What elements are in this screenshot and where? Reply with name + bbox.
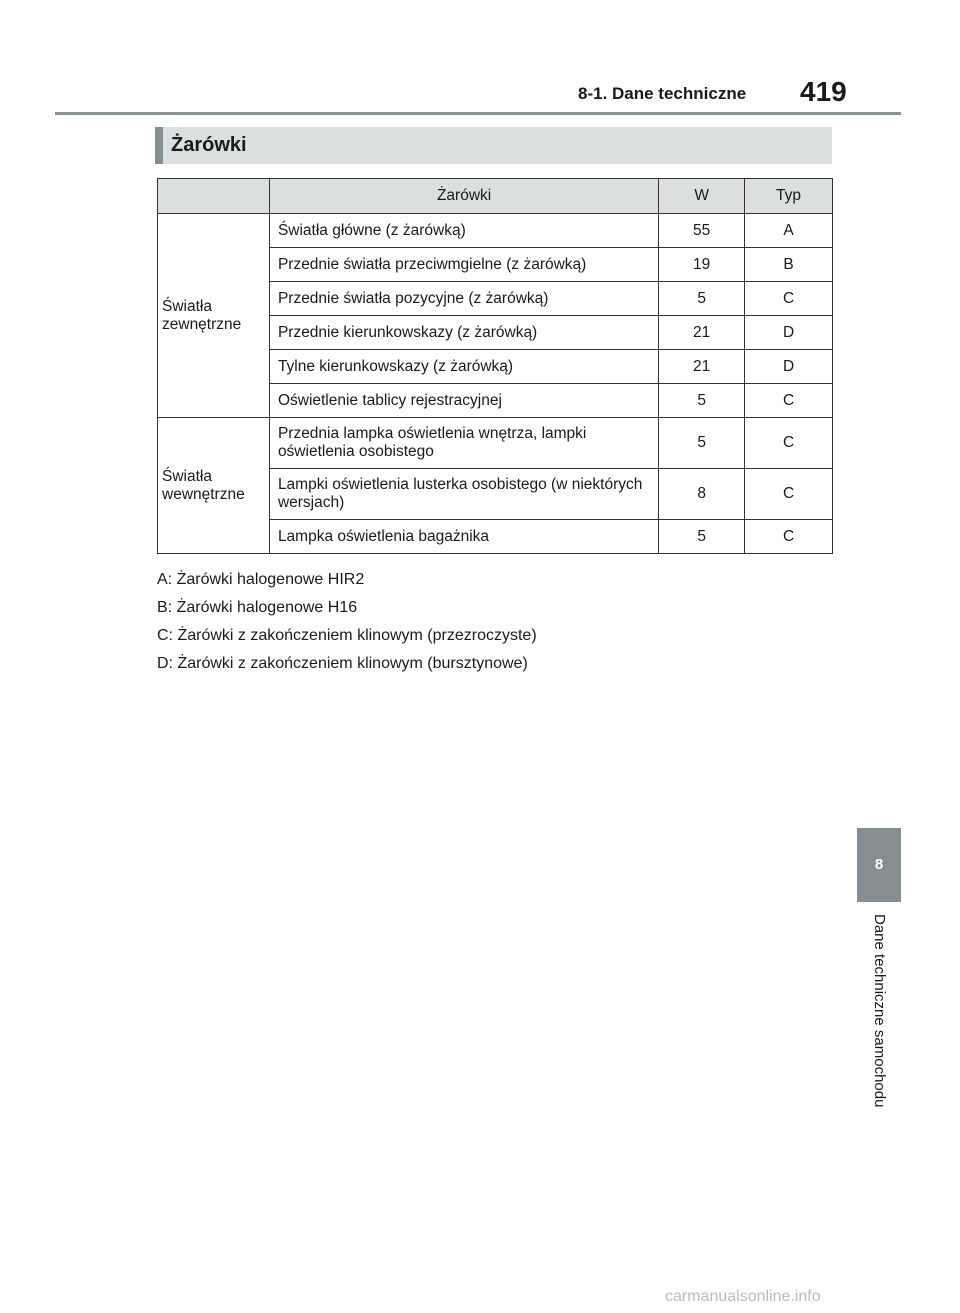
section-accent-stripe: [155, 127, 163, 164]
bulb-name-cell: Przednie światła przeciwmgielne (z żarówką): [269, 248, 658, 282]
table-row: [158, 214, 833, 248]
watt-cell: 5: [659, 282, 745, 316]
watt-cell: 19: [659, 248, 745, 282]
group-label-interior: Światła wewnętrzne: [158, 418, 270, 554]
legend-note: C: Żarówki z zakończeniem klinowym (przezroczyste): [157, 627, 537, 644]
chapter-tab: [857, 828, 901, 902]
header-divider: [55, 112, 901, 115]
chapter-title: 8-1. Dane techniczne: [578, 84, 747, 103]
watt-cell: 21: [659, 316, 745, 350]
bulb-name-cell: Lampka oświetlenia bagażnika: [269, 520, 658, 554]
legend-note: D: Żarówki z zakończeniem klinowym (bursztynowe): [157, 655, 528, 672]
bulb-name-cell: Przednia lampka oświetlenia wnętrza, lampki oświetlenia osobistego: [269, 418, 658, 469]
header-empty-cell: [158, 179, 270, 214]
watt-cell: 55: [659, 214, 745, 248]
type-cell: C: [745, 469, 833, 520]
watt-cell: 5: [659, 418, 745, 469]
section-title: Żarówki: [171, 134, 247, 156]
type-legend-notes: [157, 570, 537, 682]
type-cell: A: [745, 214, 833, 248]
bulb-name-cell: Światła główne (z żarówką): [269, 214, 658, 248]
type-cell: C: [745, 520, 833, 554]
type-cell: B: [745, 248, 833, 282]
type-cell: C: [745, 418, 833, 469]
column-header-type: Typ: [745, 179, 833, 214]
legend-note: A: Żarówki halogenowe HIR2: [157, 571, 365, 588]
type-cell: C: [745, 384, 833, 418]
chapter-side-label-text: Dane techniczne samochodu: [871, 914, 888, 1108]
column-header-watts: W: [659, 179, 745, 214]
bulb-specification-table: [157, 178, 833, 554]
table-row: [158, 418, 833, 469]
watt-cell: 8: [659, 469, 745, 520]
watt-cell: 5: [659, 384, 745, 418]
section-heading-bar: [155, 127, 832, 164]
chapter-side-label: [866, 914, 888, 1154]
bulb-name-cell: Oświetlenie tablicy rejestracyjnej: [269, 384, 658, 418]
legend-note: B: Żarówki halogenowe H16: [157, 599, 358, 616]
type-cell: C: [745, 282, 833, 316]
bulb-name-cell: Tylne kierunkowskazy (z żarówką): [269, 350, 658, 384]
group-label-exterior: Światła zewnętrzne: [158, 214, 270, 418]
bulb-name-cell: Przednie światła pozycyjne (z żarówką): [269, 282, 658, 316]
watt-cell: 5: [659, 520, 745, 554]
column-header-bulbs: Żarówki: [269, 179, 658, 214]
watermark: carmanualsonline.info: [665, 1288, 821, 1305]
type-cell: D: [745, 350, 833, 384]
watt-cell: 21: [659, 350, 745, 384]
page-number: 419: [800, 76, 847, 107]
bulb-name-cell: Przednie kierunkowskazy (z żarówką): [269, 316, 658, 350]
bulb-name-cell: Lampki oświetlenia lusterka osobistego (w niektórych wersjach): [269, 469, 658, 520]
type-cell: D: [745, 316, 833, 350]
chapter-tab-number: 8: [874, 856, 884, 873]
